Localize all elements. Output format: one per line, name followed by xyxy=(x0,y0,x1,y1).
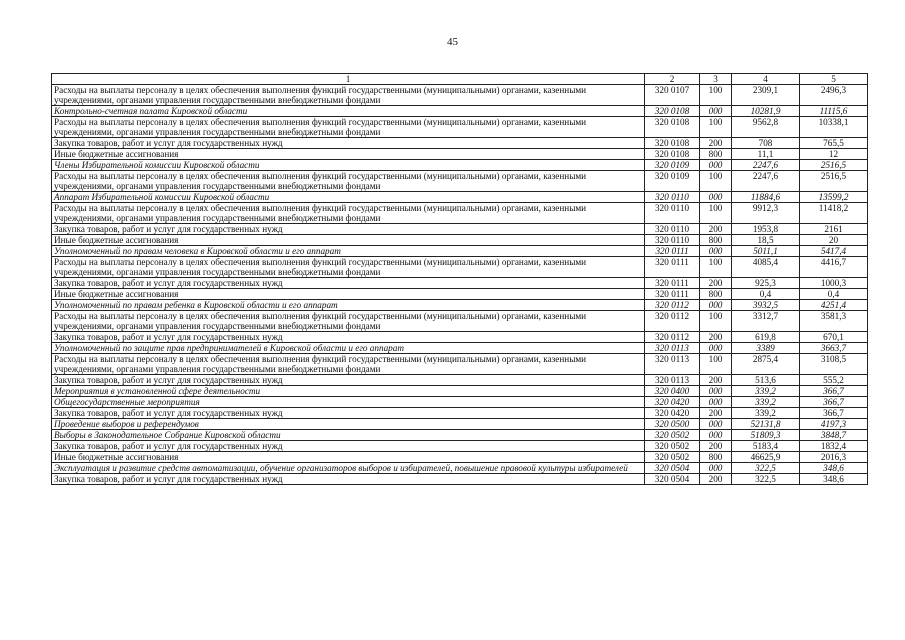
row-code-cell: 320 0110 xyxy=(645,203,700,224)
row-code-cell: 320 0420 xyxy=(645,397,700,408)
row-value-col5-cell: 0,4 xyxy=(800,289,868,300)
row-expense-type-cell: 100 xyxy=(700,85,732,106)
row-code-cell: 320 0400 xyxy=(645,386,700,397)
row-name-cell: Иные бюджетные ассигнования xyxy=(52,452,645,463)
row-value-col4-cell: 322,5 xyxy=(732,463,800,474)
row-code-cell: 320 0113 xyxy=(645,343,700,354)
row-value-col4-cell: 5011,1 xyxy=(732,246,800,257)
row-value-col5-cell: 5417,4 xyxy=(800,246,868,257)
table-row xyxy=(52,332,868,343)
table-row xyxy=(52,343,868,354)
row-expense-type-cell: 000 xyxy=(700,192,732,203)
row-code-cell: 320 0110 xyxy=(645,224,700,235)
row-expense-type-cell: 000 xyxy=(700,419,732,430)
row-value-col5-cell: 4197,3 xyxy=(800,419,868,430)
row-name-cell: Расходы на выплаты персоналу в целях обеспечения выполнения функций государственными (муниципальными) органами, казенными учреждениями, органами управления государственными внебюджетными фондами xyxy=(52,85,645,106)
row-value-col4-cell: 9562,8 xyxy=(732,117,800,138)
row-name-cell: Закупка товаров, работ и услуг для государственных нужд xyxy=(52,474,645,485)
row-value-col5-cell: 12 xyxy=(800,149,868,160)
row-value-col4-cell: 2247,6 xyxy=(732,171,800,192)
row-code-cell: 320 0111 xyxy=(645,289,700,300)
row-name-cell: Расходы на выплаты персоналу в целях обеспечения выполнения функций государственными (муниципальными) органами, казенными учреждениями, органами управления государственными внебюджетными фондами xyxy=(52,203,645,224)
row-expense-type-cell: 000 xyxy=(700,397,732,408)
row-value-col5-cell: 2516,5 xyxy=(800,160,868,171)
row-expense-type-cell: 000 xyxy=(700,463,732,474)
row-name-cell: Закупка товаров, работ и услуг для государственных нужд xyxy=(52,441,645,452)
table-row xyxy=(52,397,868,408)
table-row xyxy=(52,278,868,289)
row-code-cell: 320 0112 xyxy=(645,300,700,311)
row-name-cell: Закупка товаров, работ и услуг для государственных нужд xyxy=(52,408,645,419)
row-name-cell: Закупка товаров, работ и услуг для государственных нужд xyxy=(52,375,645,386)
row-name-cell: Закупка товаров, работ и услуг для государственных нужд xyxy=(52,278,645,289)
row-value-col5-cell: 13599,2 xyxy=(800,192,868,203)
row-value-col4-cell: 11884,6 xyxy=(732,192,800,203)
row-expense-type-cell: 100 xyxy=(700,203,732,224)
row-value-col5-cell: 366,7 xyxy=(800,408,868,419)
row-expense-type-cell: 200 xyxy=(700,375,732,386)
row-code-cell: 320 0108 xyxy=(645,106,700,117)
table-row xyxy=(52,160,868,171)
row-expense-type-cell: 100 xyxy=(700,354,732,375)
row-code-cell: 320 0113 xyxy=(645,375,700,386)
table-row xyxy=(52,474,868,485)
table-row xyxy=(52,430,868,441)
row-name-cell: Расходы на выплаты персоналу в целях обеспечения выполнения функций государственными (муниципальными) органами, казенными учреждениями, органами управления государственными внебюджетными фондами xyxy=(52,257,645,278)
row-value-col5-cell: 3663,7 xyxy=(800,343,868,354)
row-expense-type-cell: 200 xyxy=(700,278,732,289)
row-code-cell: 320 0109 xyxy=(645,171,700,192)
row-name-cell: Закупка товаров, работ и услуг для государственных нужд xyxy=(52,224,645,235)
row-expense-type-cell: 200 xyxy=(700,138,732,149)
row-code-cell: 320 0111 xyxy=(645,246,700,257)
row-expense-type-cell: 100 xyxy=(700,311,732,332)
table-row xyxy=(52,85,868,106)
row-name-cell: Расходы на выплаты персоналу в целях обеспечения выполнения функций государственными (муниципальными) органами, казенными учреждениями, органами управления государственными внебюджетными фондами xyxy=(52,311,645,332)
row-value-col5-cell: 11418,2 xyxy=(800,203,868,224)
column-header: 1 xyxy=(52,74,645,85)
row-value-col5-cell: 348,6 xyxy=(800,474,868,485)
row-value-col4-cell: 46625,9 xyxy=(732,452,800,463)
table-row xyxy=(52,246,868,257)
row-code-cell: 320 0111 xyxy=(645,257,700,278)
row-name-cell: Расходы на выплаты персоналу в целях обеспечения выполнения функций государственными (муниципальными) органами, казенными учреждениями, органами управления государственными внебюджетными фондами xyxy=(52,171,645,192)
column-header: 2 xyxy=(645,74,700,85)
row-expense-type-cell: 800 xyxy=(700,149,732,160)
page-number: 45 xyxy=(447,36,458,48)
row-value-col5-cell: 366,7 xyxy=(800,397,868,408)
row-expense-type-cell: 000 xyxy=(700,430,732,441)
row-value-col4-cell: 4085,4 xyxy=(732,257,800,278)
row-value-col4-cell: 322,5 xyxy=(732,474,800,485)
row-value-col4-cell: 9912,3 xyxy=(732,203,800,224)
row-expense-type-cell: 200 xyxy=(700,224,732,235)
row-code-cell: 320 0110 xyxy=(645,235,700,246)
row-expense-type-cell: 000 xyxy=(700,106,732,117)
row-name-cell: Эксплуатация и развитие средств автоматизации, обучение организаторов выборов и избирателей, повышение правовой культуры избирателей xyxy=(52,463,645,474)
row-expense-type-cell: 100 xyxy=(700,171,732,192)
row-name-cell: Общегосударственные мероприятия xyxy=(52,397,645,408)
row-name-cell: Уполномоченный по правам человека в Кировской области и его аппарат xyxy=(52,246,645,257)
row-value-col5-cell: 3108,5 xyxy=(800,354,868,375)
table-row xyxy=(52,375,868,386)
row-expense-type-cell: 800 xyxy=(700,289,732,300)
row-expense-type-cell: 100 xyxy=(700,117,732,138)
row-value-col4-cell: 52131,8 xyxy=(732,419,800,430)
row-name-cell: Закупка товаров, работ и услуг для государственных нужд xyxy=(52,138,645,149)
row-value-col5-cell: 2161 xyxy=(800,224,868,235)
row-code-cell: 320 0420 xyxy=(645,408,700,419)
row-code-cell: 320 0108 xyxy=(645,138,700,149)
row-code-cell: 320 0112 xyxy=(645,311,700,332)
table-row xyxy=(52,203,868,224)
table-row xyxy=(52,149,868,160)
row-code-cell: 320 0107 xyxy=(645,85,700,106)
row-name-cell: Выборы в Законодательное Собрание Кировской области xyxy=(52,430,645,441)
row-code-cell: 320 0500 xyxy=(645,419,700,430)
table-row xyxy=(52,289,868,300)
row-value-col4-cell: 1953,8 xyxy=(732,224,800,235)
row-name-cell: Уполномоченный по защите прав предпринимателей в Кировской области и его аппарат xyxy=(52,343,645,354)
table-row xyxy=(52,117,868,138)
row-value-col4-cell: 5183,4 xyxy=(732,441,800,452)
row-name-cell: Аппарат Избирательной комиссии Кировской области xyxy=(52,192,645,203)
row-name-cell: Иные бюджетные ассигнования xyxy=(52,289,645,300)
row-expense-type-cell: 800 xyxy=(700,452,732,463)
row-value-col4-cell: 2309,1 xyxy=(732,85,800,106)
row-value-col4-cell: 619,8 xyxy=(732,332,800,343)
row-name-cell: Закупка товаров, работ и услуг для государственных нужд xyxy=(52,332,645,343)
row-value-col5-cell: 3581,3 xyxy=(800,311,868,332)
table-row xyxy=(52,235,868,246)
row-expense-type-cell: 800 xyxy=(700,235,732,246)
row-expense-type-cell: 200 xyxy=(700,474,732,485)
budget-table-body xyxy=(52,74,868,485)
row-value-col4-cell: 339,2 xyxy=(732,408,800,419)
table-row xyxy=(52,386,868,397)
row-expense-type-cell: 000 xyxy=(700,343,732,354)
row-code-cell: 320 0502 xyxy=(645,441,700,452)
row-value-col4-cell: 11,1 xyxy=(732,149,800,160)
table-header-row xyxy=(52,74,868,85)
table-row xyxy=(52,257,868,278)
row-value-col4-cell: 339,2 xyxy=(732,397,800,408)
row-expense-type-cell: 200 xyxy=(700,332,732,343)
row-value-col4-cell: 2247,6 xyxy=(732,160,800,171)
table-row xyxy=(52,171,868,192)
row-value-col5-cell: 555,2 xyxy=(800,375,868,386)
row-expense-type-cell: 000 xyxy=(700,300,732,311)
row-value-col4-cell: 339,2 xyxy=(732,386,800,397)
row-expense-type-cell: 200 xyxy=(700,441,732,452)
row-value-col5-cell: 4416,7 xyxy=(800,257,868,278)
row-value-col4-cell: 0,4 xyxy=(732,289,800,300)
row-name-cell: Расходы на выплаты персоналу в целях обеспечения выполнения функций государственными (муниципальными) органами, казенными учреждениями, органами управления государственными внебюджетными фондами xyxy=(52,354,645,375)
table-row xyxy=(52,138,868,149)
table-row xyxy=(52,106,868,117)
row-value-col5-cell: 11115,6 xyxy=(800,106,868,117)
row-name-cell: Члены Избирательной комиссии Кировской области xyxy=(52,160,645,171)
row-value-col5-cell: 366,7 xyxy=(800,386,868,397)
row-value-col4-cell: 3312,7 xyxy=(732,311,800,332)
row-value-col4-cell: 3932,5 xyxy=(732,300,800,311)
table-row xyxy=(52,224,868,235)
table-row xyxy=(52,452,868,463)
row-code-cell: 320 0502 xyxy=(645,452,700,463)
row-expense-type-cell: 200 xyxy=(700,408,732,419)
row-code-cell: 320 0109 xyxy=(645,160,700,171)
row-code-cell: 320 0108 xyxy=(645,117,700,138)
table-row xyxy=(52,311,868,332)
row-name-cell: Расходы на выплаты персоналу в целях обеспечения выполнения функций государственными (муниципальными) органами, казенными учреждениями, органами управления государственными внебюджетными фондами xyxy=(52,117,645,138)
row-value-col5-cell: 20 xyxy=(800,235,868,246)
row-value-col4-cell: 925,3 xyxy=(732,278,800,289)
row-code-cell: 320 0108 xyxy=(645,149,700,160)
row-value-col5-cell: 2496,3 xyxy=(800,85,868,106)
row-code-cell: 320 0504 xyxy=(645,474,700,485)
row-expense-type-cell: 000 xyxy=(700,160,732,171)
row-value-col5-cell: 4251,4 xyxy=(800,300,868,311)
row-name-cell: Проведение выборов и референдумов xyxy=(52,419,645,430)
row-value-col5-cell: 10338,1 xyxy=(800,117,868,138)
row-name-cell: Мероприятия в установленной сфере деятельности xyxy=(52,386,645,397)
table-row xyxy=(52,408,868,419)
table-row xyxy=(52,419,868,430)
row-value-col5-cell: 2016,3 xyxy=(800,452,868,463)
row-value-col5-cell: 1000,3 xyxy=(800,278,868,289)
table-row xyxy=(52,192,868,203)
table-row xyxy=(52,300,868,311)
row-value-col5-cell: 765,5 xyxy=(800,138,868,149)
row-value-col4-cell: 708 xyxy=(732,138,800,149)
row-code-cell: 320 0502 xyxy=(645,430,700,441)
row-value-col4-cell: 18,5 xyxy=(732,235,800,246)
row-value-col5-cell: 3848,7 xyxy=(800,430,868,441)
row-name-cell: Уполномоченный по правам ребенка в Кировской области и его аппарат xyxy=(52,300,645,311)
row-name-cell: Контрольно-счетная палата Кировской области xyxy=(52,106,645,117)
row-value-col5-cell: 2516,5 xyxy=(800,171,868,192)
row-value-col4-cell: 3389 xyxy=(732,343,800,354)
column-header: 5 xyxy=(800,74,868,85)
row-value-col4-cell: 2875,4 xyxy=(732,354,800,375)
row-code-cell: 320 0113 xyxy=(645,354,700,375)
column-header: 3 xyxy=(700,74,732,85)
row-expense-type-cell: 000 xyxy=(700,246,732,257)
row-name-cell: Иные бюджетные ассигнования xyxy=(52,149,645,160)
row-value-col5-cell: 1832,4 xyxy=(800,441,868,452)
table-row xyxy=(52,354,868,375)
row-name-cell: Иные бюджетные ассигнования xyxy=(52,235,645,246)
column-header: 4 xyxy=(732,74,800,85)
row-value-col4-cell: 513,6 xyxy=(732,375,800,386)
row-code-cell: 320 0110 xyxy=(645,192,700,203)
row-value-col5-cell: 670,1 xyxy=(800,332,868,343)
row-expense-type-cell: 100 xyxy=(700,257,732,278)
budget-table xyxy=(51,73,868,485)
row-code-cell: 320 0111 xyxy=(645,278,700,289)
row-code-cell: 320 0504 xyxy=(645,463,700,474)
row-expense-type-cell: 000 xyxy=(700,386,732,397)
row-code-cell: 320 0112 xyxy=(645,332,700,343)
row-value-col5-cell: 348,6 xyxy=(800,463,868,474)
table-row xyxy=(52,441,868,452)
row-value-col4-cell: 51809,3 xyxy=(732,430,800,441)
row-value-col4-cell: 10281,9 xyxy=(732,106,800,117)
table-row xyxy=(52,463,868,474)
